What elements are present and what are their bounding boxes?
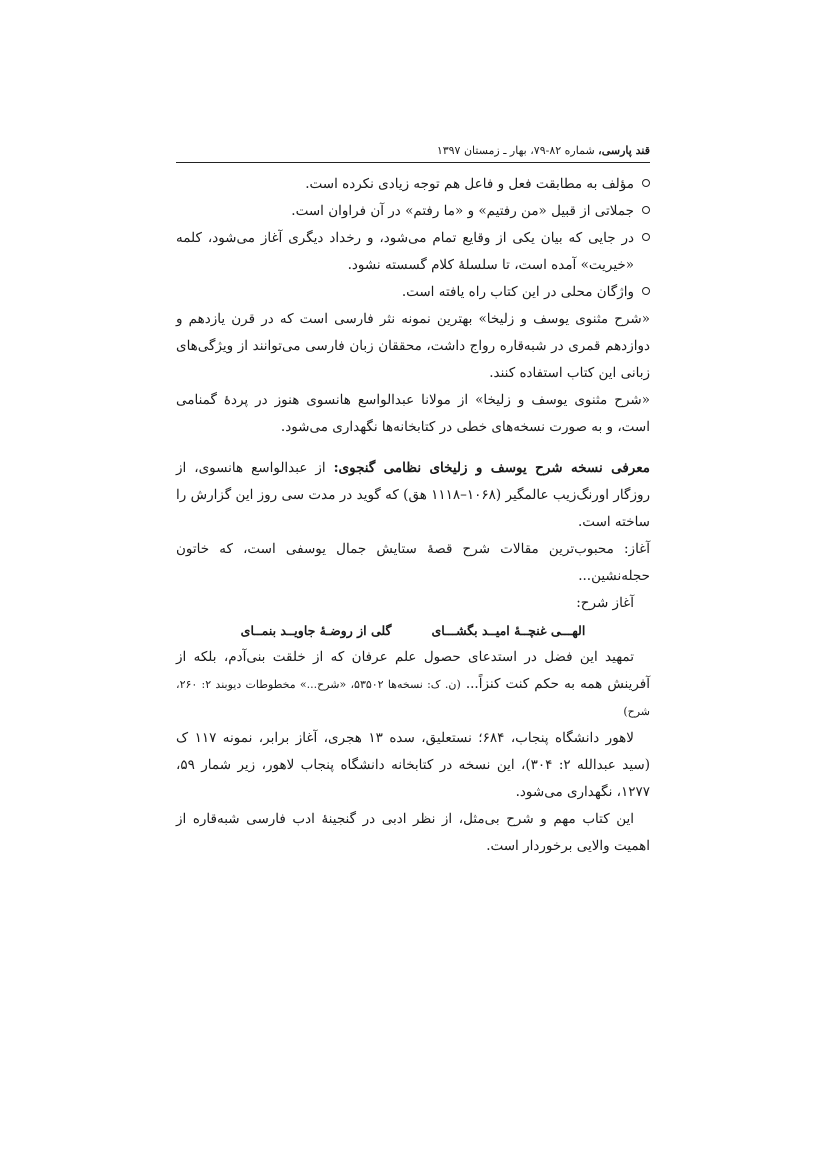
section-intro: [176, 455, 650, 536]
list-item-text: مؤلف به مطابقت فعل و فاعل هم توجه زیادی نکرده است.: [305, 176, 634, 192]
paragraph: این کتاب مهم و شرح بی‌مثل، از نظر ادبی در گنجینهٔ ادب فارسی شبه‌قاره از اهمیت والایی برخوردار است.: [176, 811, 650, 854]
paragraph: [176, 644, 650, 725]
list-item-text: جملاتی از قبیل «من رفتیم» و «ما رفتم» در آن فراوان است.: [291, 203, 634, 219]
list-item: [176, 171, 650, 198]
paragraph: آغاز: محبوب‌ترین مقالات شرح قصهٔ ستایش جمال یوسفی است، که خاتون حجله‌نشین...: [176, 541, 650, 584]
verse-hemistich-left: گلی از روضـهٔ جاویــد بنمــای: [240, 623, 392, 638]
tamhid-text: تمهید این فضل در استدعای حصول علم عرفان که از خلقت بنی‌آدم، بلکه از آفرینش همه به حکم کنت کنزاً...: [176, 649, 651, 692]
paragraph: «شرح مثنوی یوسف و زلیخا» بهترین نمونه نثر فارسی است که در قرن یازدهم و دوازدهم قمری در شبه‌قاره رواج داشت، محققان زبان فارسی می‌توانند از ویژگی‌های زبانی این کتاب استفاده کنند.: [176, 311, 650, 381]
paragraph: «شرح مثنوی یوسف و زلیخا» از مولانا عبدالواسع هانسوی هنوز در پردهٔ گمنامی است، و به صورت نسخه‌های خطی در کتابخانه‌ها نگهداری می‌شود.: [176, 392, 650, 435]
circle-bullet-icon: [642, 287, 650, 295]
running-header: [176, 140, 650, 163]
list-item-text: واژگان محلی در این کتاب راه یافته است.: [401, 284, 634, 300]
paragraph: آغاز شرح:: [576, 595, 634, 611]
page-content: [176, 140, 650, 860]
section-spacer: [176, 441, 650, 455]
section-text: از عبدالواسع هانسوی، از روزگار اورنگ‌زیب عالمگیر (۱۰۶۸–۱۱۱۸ هق) که گوید در مدت سی روز این گزارش را ساخته است.: [176, 460, 650, 530]
journal-name: قند پارسی،: [598, 144, 650, 157]
list-item: [176, 279, 650, 306]
bullet-list: [176, 171, 650, 306]
issue-info: شماره ۸۲-۷۹، بهار ـ زمستان ۱۳۹۷: [436, 144, 595, 157]
tamhid-reference: (ن. ک: نسخه‌ها ۵۳۵۰۲، «شرح...» مخطوطات دیوبند ۲: ۲۶۰، شرح): [176, 678, 650, 718]
list-item-text: در جایی که بیان یکی از وقایع تمام می‌شود، و رخداد دیگری آغاز می‌شود، کلمه «خیریت» آمده است، تا سلسلهٔ کلام گسسته نشود.: [176, 230, 634, 273]
circle-bullet-icon: [642, 206, 650, 214]
paragraph: لاهور دانشگاه پنجاب، ۶۸۴؛ نستعلیق، سده ۱۳ هجری، آغاز برابر، نمونه ۱۱۷ ک (سید عبدالله ۲: ۳۰۴)، این نسخه در کتابخانه دانشگاه پنجاب لاهور، زیر شمار ۵۹، ۱۲۷۷، نگهداری می‌شود.: [176, 730, 650, 800]
circle-bullet-icon: [642, 179, 650, 187]
verse-line: [176, 617, 650, 644]
list-item: [176, 225, 650, 279]
section-heading: معرفی نسخه شرح یوسف و زلیخای نظامی گنجوی:: [333, 460, 650, 476]
list-item: [176, 198, 650, 225]
verse-hemistich-right: الهـــی غنچــهٔ امیــد بگشـــای: [431, 623, 586, 638]
circle-bullet-icon: [642, 233, 650, 241]
